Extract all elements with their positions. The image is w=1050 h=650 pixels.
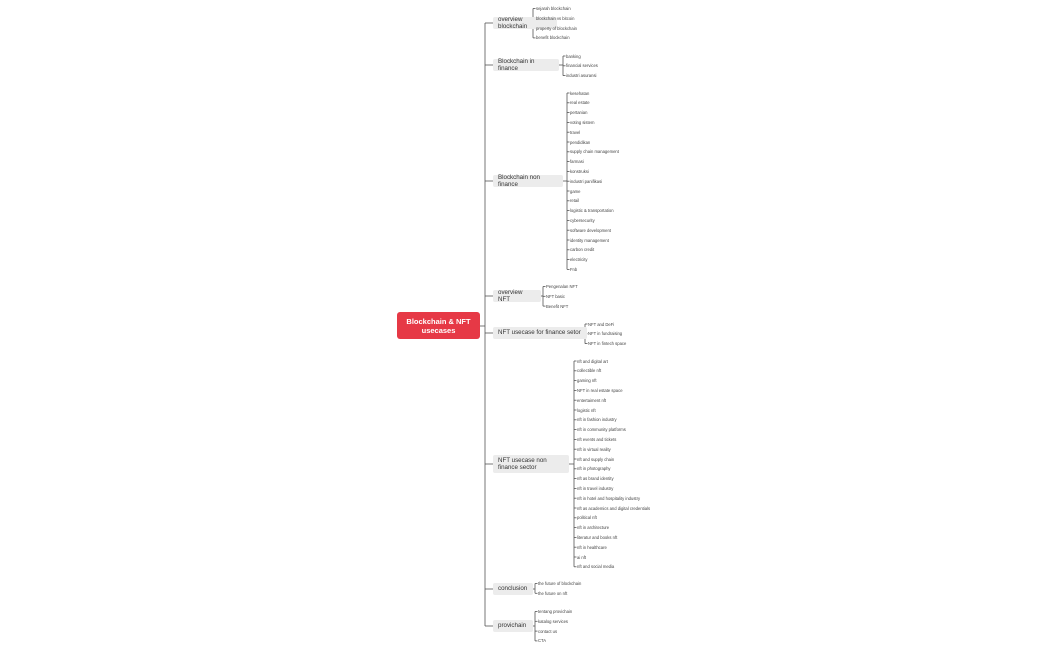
leaf-node[interactable]: nft in architecture xyxy=(577,525,610,531)
branch-node[interactable]: conclusion xyxy=(493,583,533,595)
leaf-node[interactable]: ai nft xyxy=(577,554,587,560)
leaf-node[interactable]: nft in community platforms xyxy=(577,427,626,433)
leaf-node[interactable]: benefit blockchain xyxy=(536,35,570,41)
root-node[interactable]: Blockchain & NFT usecases xyxy=(397,312,480,339)
leaf-node[interactable]: travel xyxy=(570,129,581,135)
leaf-node[interactable]: retail xyxy=(570,198,580,204)
leaf-node[interactable]: NFT in real estate space xyxy=(577,387,623,393)
leaf-node[interactable]: collectible nft xyxy=(577,368,602,374)
leaf-node[interactable]: identity management xyxy=(570,237,609,243)
leaf-node[interactable]: sejarah blockchain xyxy=(536,6,571,11)
leaf-node[interactable]: the future of blockchain xyxy=(538,581,582,586)
branch-node[interactable]: Blockchain non finance xyxy=(493,175,563,187)
leaf-node[interactable]: political nft xyxy=(577,515,597,521)
leaf-node[interactable]: cybersecurity xyxy=(570,217,595,223)
leaf-node[interactable]: contact us xyxy=(538,628,558,634)
leaf-node[interactable]: industri asuransi xyxy=(566,73,597,79)
leaf-node[interactable]: Benefit NFT xyxy=(546,303,569,309)
leaf-node[interactable]: nft in healthcare xyxy=(577,544,607,550)
leaf-node[interactable]: NFT and DeFi xyxy=(588,321,615,327)
leaf-node[interactable]: Pengenalan NFT xyxy=(546,284,578,289)
leaf-node[interactable]: CTA xyxy=(538,638,547,644)
branch-node[interactable]: overview blockchain xyxy=(493,17,557,29)
leaf-node[interactable]: logistic nft xyxy=(577,407,596,413)
leaf-node[interactable]: blockchain vs bitcoin xyxy=(536,15,575,21)
branch-node[interactable]: NFT usecase for finance setor xyxy=(493,327,587,339)
leaf-node[interactable]: financial services xyxy=(566,63,598,69)
leaf-node[interactable]: nft and digital art xyxy=(577,358,608,364)
leaf-node[interactable]: NFT basic xyxy=(546,293,566,299)
leaf-node[interactable]: tentang provichain xyxy=(538,609,573,614)
leaf-node[interactable]: nft and social media xyxy=(577,564,615,570)
leaf-node[interactable]: nft in travel industry xyxy=(577,485,614,491)
leaf-node[interactable]: NFT in fintech space xyxy=(588,341,627,347)
leaf-node[interactable]: voting sistem xyxy=(570,119,595,125)
leaf-node[interactable]: the future on nft xyxy=(538,590,568,596)
leaf-node[interactable]: nft in hotel and hospitality industry xyxy=(577,495,641,501)
leaf-node[interactable]: pendidikan xyxy=(570,139,591,145)
leaf-node[interactable]: game xyxy=(570,188,581,194)
branch-node[interactable]: NFT usecase non finance sector xyxy=(493,455,569,473)
leaf-node[interactable]: carbon credit xyxy=(570,247,595,253)
leaf-node[interactable]: real estate xyxy=(570,100,590,106)
leaf-node[interactable]: nft events and tickets xyxy=(577,436,617,442)
leaf-node[interactable]: gaming nft xyxy=(577,378,597,384)
leaf-node[interactable]: pertanian xyxy=(570,110,588,116)
leaf-node[interactable]: banking xyxy=(566,53,581,59)
leaf-node[interactable]: entertaiment nft xyxy=(577,397,607,403)
leaf-node[interactable]: nft as brand identity xyxy=(577,476,614,482)
leaf-node[interactable]: logistic & transportation xyxy=(570,208,614,214)
leaf-node[interactable]: industri panifikasi xyxy=(570,178,603,184)
leaf-node[interactable]: kesehatan xyxy=(570,90,590,96)
leaf-node[interactable]: farmasi xyxy=(570,159,584,165)
leaf-node[interactable]: nft in photography xyxy=(577,466,611,472)
leaf-node[interactable]: NFT in fundraising xyxy=(588,331,623,337)
leaf-node[interactable]: nft and supply chain xyxy=(577,456,615,462)
leaf-node[interactable]: Fnb xyxy=(570,266,578,272)
leaf-node[interactable]: nft in virtual reality xyxy=(577,446,611,452)
leaf-node[interactable]: property of blockchain xyxy=(536,25,577,31)
leaf-node[interactable]: literatur and books nft xyxy=(577,534,618,540)
leaf-node[interactable]: nft as academics and digital credentials xyxy=(577,505,651,511)
leaf-node[interactable]: nft in fashion industry xyxy=(577,417,617,423)
leaf-node[interactable]: katalog services xyxy=(538,618,569,624)
leaf-node[interactable]: electricity xyxy=(570,257,588,263)
leaf-node[interactable]: supply chain management xyxy=(570,149,619,155)
leaf-node[interactable]: software development xyxy=(570,227,611,233)
branch-node[interactable]: Blockchain in finance xyxy=(493,59,559,71)
leaf-node[interactable]: konstruksi xyxy=(570,168,589,174)
branch-node[interactable]: provichain xyxy=(493,620,533,632)
branch-node[interactable]: overview NFT xyxy=(493,290,541,302)
